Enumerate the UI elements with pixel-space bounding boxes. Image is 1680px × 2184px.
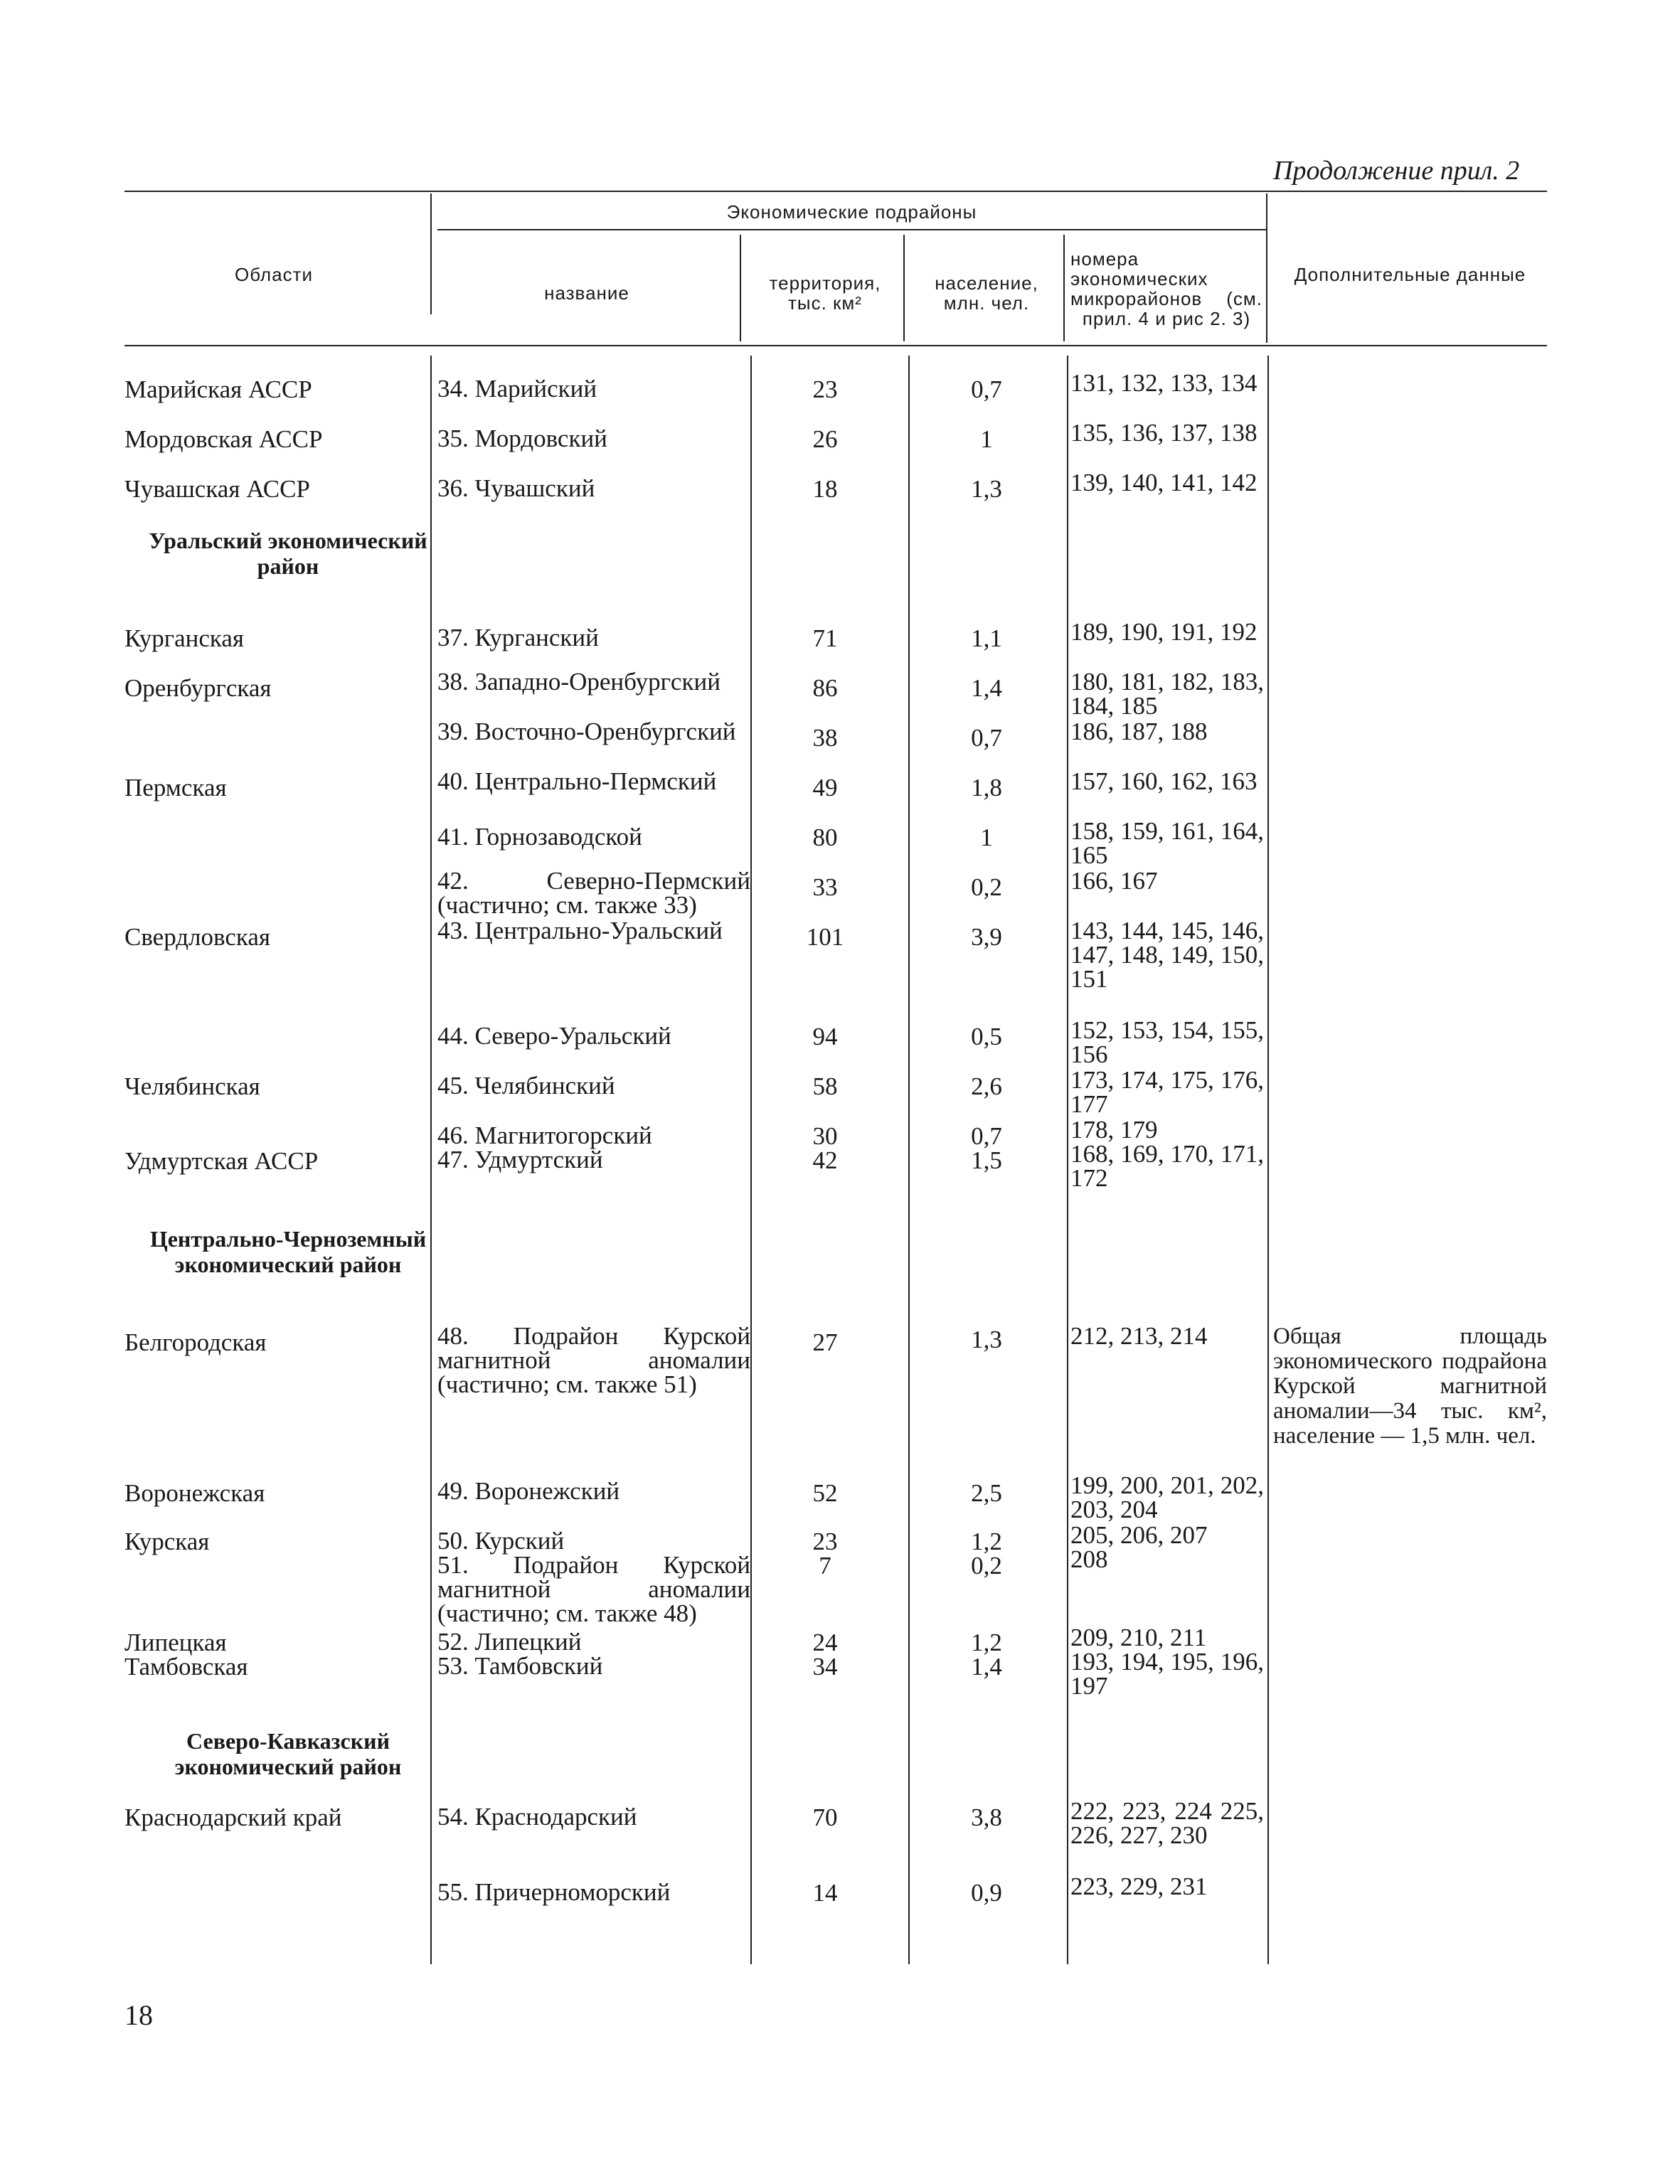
microregion-numbers: 143, 144, 145, 146, 147, 148, 149, 150, 151 <box>1070 917 1264 993</box>
oblast-label: Пермская <box>124 774 227 801</box>
population-value: 2,5 <box>971 1479 1002 1507</box>
territory-value: 24 <box>812 1629 838 1656</box>
additional-note: Общая площадь экономического подрайона Курской магнитной аномалии—34 тыс. км², население — 1,5 млн. чел. <box>1273 1323 1547 1449</box>
oblast-label: Краснодарский край <box>124 1804 342 1831</box>
territory-value: 38 <box>812 724 838 752</box>
territory-value: 18 <box>812 475 838 503</box>
territory-value: 7 <box>819 1552 831 1580</box>
microregion-numbers: 189, 190, 191, 192 <box>1070 618 1258 646</box>
population-value: 1,1 <box>971 624 1002 652</box>
population-value: 0,5 <box>971 1023 1002 1050</box>
territory-value: 42 <box>812 1146 838 1174</box>
microregion-numbers: 166, 167 <box>1070 867 1158 895</box>
microregion-numbers: 173, 174, 175, 176, 177 <box>1070 1066 1264 1118</box>
oblast-label: Чувашская АССР <box>124 475 310 503</box>
oblast-label: Оренбургская <box>124 674 272 702</box>
header-name: название <box>544 282 629 304</box>
microregion-numbers: 199, 200, 201, 202, 203, 204 <box>1070 1471 1264 1523</box>
page-number: 18 <box>124 1999 153 2031</box>
oblast-label: Тамбовская <box>124 1653 248 1680</box>
population-value: 1,4 <box>971 1653 1002 1680</box>
continuation-title: Продолжение прил. 2 <box>1273 156 1520 186</box>
section-heading: Северо-Кавказский экономический район <box>174 1728 402 1779</box>
header-vline <box>903 235 905 341</box>
subregion-name: 41. Горнозаводской <box>437 823 642 851</box>
population-value: 1 <box>980 824 993 851</box>
subregion-name: 44. Северо-Уральский <box>437 1022 671 1050</box>
microregion-numbers: 205, 206, 207 <box>1070 1521 1208 1549</box>
header-vline <box>1266 193 1267 343</box>
population-value: 0,7 <box>971 724 1002 752</box>
population-value: 0,2 <box>971 873 1002 901</box>
territory-value: 30 <box>812 1122 838 1150</box>
territory-value: 71 <box>812 624 838 652</box>
microregion-numbers: 193, 194, 195, 196, 197 <box>1070 1648 1264 1700</box>
subregion-name: 36. Чувашский <box>437 474 595 502</box>
microregion-numbers: 168, 169, 170, 171, 172 <box>1070 1140 1264 1192</box>
header-vline <box>1063 235 1065 341</box>
group-header-rule <box>437 229 1266 230</box>
population-value: 2,6 <box>971 1072 1002 1100</box>
subregion-name: 53. Тамбовский <box>437 1652 603 1680</box>
header-territory: территория, тыс. км² <box>769 272 881 314</box>
population-value: 3,8 <box>971 1804 1002 1831</box>
microregion-numbers: 208 <box>1070 1545 1108 1573</box>
subregion-name: 55. Причерноморский <box>437 1878 671 1906</box>
subregion-name: 50. Курский <box>437 1527 565 1555</box>
body-vline <box>750 356 752 1964</box>
oblast-label: Свердловская <box>124 923 270 951</box>
body-vline <box>430 356 432 1964</box>
population-value: 1 <box>980 425 993 453</box>
population-value: 3,9 <box>971 923 1002 951</box>
subregion-name: 51. Подрайон Курской магнитной аномалии (частично; см. также 48) <box>437 1551 750 1627</box>
oblast-label: Липецкая <box>124 1629 227 1656</box>
subregion-name: 39. Восточно-Оренбургский <box>437 718 736 745</box>
territory-value: 26 <box>812 425 838 453</box>
header-bottom-rule <box>124 345 1547 346</box>
territory-value: 86 <box>812 674 838 702</box>
header-extra: Дополнительные данные <box>1294 264 1526 285</box>
territory-value: 23 <box>812 375 838 403</box>
subregion-name: 35. Мордовский <box>437 425 607 452</box>
header-vline <box>740 235 741 341</box>
header-oblasti: Области <box>234 264 313 285</box>
population-value: 1,3 <box>971 475 1002 503</box>
body-vline <box>908 356 910 1964</box>
territory-value: 27 <box>812 1328 838 1356</box>
population-value: 1,5 <box>971 1146 1002 1174</box>
microregion-numbers: 186, 187, 188 <box>1070 718 1208 745</box>
oblast-label: Марийская АССР <box>124 375 312 403</box>
subregion-name: 46. Магнитогорский <box>437 1122 652 1149</box>
population-value: 1,8 <box>971 774 1002 801</box>
population-value: 0,2 <box>971 1552 1002 1580</box>
territory-value: 14 <box>812 1879 838 1907</box>
header-micro: номера экономических микрорайонов (см. прил. 4 и рис 2. 3) <box>1070 248 1262 329</box>
subregion-name: 40. Центрально-Пермский <box>437 767 717 795</box>
territory-value: 58 <box>812 1072 838 1100</box>
oblast-label: Курганская <box>124 624 244 652</box>
territory-value: 101 <box>806 923 844 951</box>
oblast-label: Воронежская <box>124 1479 265 1507</box>
subregion-name: 47. Удмуртский <box>437 1146 603 1173</box>
population-value: 0,7 <box>971 375 1002 403</box>
oblast-label: Мордовская АССР <box>124 425 323 453</box>
oblast-label: Челябинская <box>124 1072 260 1100</box>
oblast-label: Курская <box>124 1528 210 1555</box>
subregion-name: 49. Воронежский <box>437 1477 620 1505</box>
territory-value: 52 <box>812 1479 838 1507</box>
microregion-numbers: 131, 132, 133, 134 <box>1070 369 1258 397</box>
territory-value: 70 <box>812 1804 838 1831</box>
header-vline <box>430 193 432 314</box>
territory-value: 49 <box>812 774 838 801</box>
subregion-name: 43. Центрально-Уральский <box>437 917 723 944</box>
subregion-name: 38. Западно-Оренбургский <box>437 668 721 696</box>
table-top-rule <box>124 191 1547 192</box>
subregion-name: 37. Курганский <box>437 624 599 651</box>
microregion-numbers: 178, 179 <box>1070 1116 1158 1144</box>
microregion-numbers: 152, 153, 154, 155, 156 <box>1070 1016 1264 1068</box>
body-vline <box>1267 356 1269 1964</box>
microregion-numbers: 212, 213, 214 <box>1070 1322 1208 1350</box>
population-value: 1,3 <box>971 1326 1002 1353</box>
microregion-numbers: 223, 229, 231 <box>1070 1873 1208 1900</box>
subregion-name: 48. Подрайон Курской магнитной аномалии (частично; см. также 51) <box>437 1322 750 1398</box>
microregion-numbers: 222, 223, 224 225, 226, 227, 230 <box>1070 1797 1264 1849</box>
oblast-label: Удмуртская АССР <box>124 1147 319 1175</box>
subregion-name: 42. Северно-Пермский (частично; см. также 33) <box>437 867 750 919</box>
section-heading: Центрально-Черноземный экономический район <box>149 1226 427 1277</box>
subregion-name: 34. Марийский <box>437 375 597 403</box>
header-group: Экономические подрайоны <box>726 201 977 223</box>
microregion-numbers: 158, 159, 161, 164, 165 <box>1070 817 1264 869</box>
territory-value: 80 <box>812 824 838 851</box>
subregion-name: 54. Краснодарский <box>437 1803 637 1831</box>
microregion-numbers: 157, 160, 162, 163 <box>1070 767 1258 795</box>
microregion-numbers: 139, 140, 141, 142 <box>1070 469 1258 496</box>
subregion-name: 45. Челябинский <box>437 1072 615 1099</box>
section-heading: Уральский экономический район <box>149 528 427 579</box>
population-value: 1,2 <box>971 1629 1002 1656</box>
population-value: 0,7 <box>971 1122 1002 1150</box>
territory-value: 33 <box>812 873 838 901</box>
population-value: 1,2 <box>971 1528 1002 1555</box>
microregion-numbers: 180, 181, 182, 183, 184, 185 <box>1070 668 1264 720</box>
oblast-label: Белгородская <box>124 1328 267 1356</box>
microregion-numbers: 209, 210, 211 <box>1070 1624 1207 1651</box>
subregion-name: 52. Липецкий <box>437 1628 582 1656</box>
territory-value: 94 <box>812 1023 838 1050</box>
territory-value: 34 <box>812 1653 838 1680</box>
territory-value: 23 <box>812 1528 838 1555</box>
population-value: 1,4 <box>971 674 1002 702</box>
header-population: население, млн. чел. <box>935 272 1038 314</box>
microregion-numbers: 135, 136, 137, 138 <box>1070 419 1258 447</box>
body-vline <box>1067 356 1068 1964</box>
population-value: 0,9 <box>971 1879 1002 1907</box>
